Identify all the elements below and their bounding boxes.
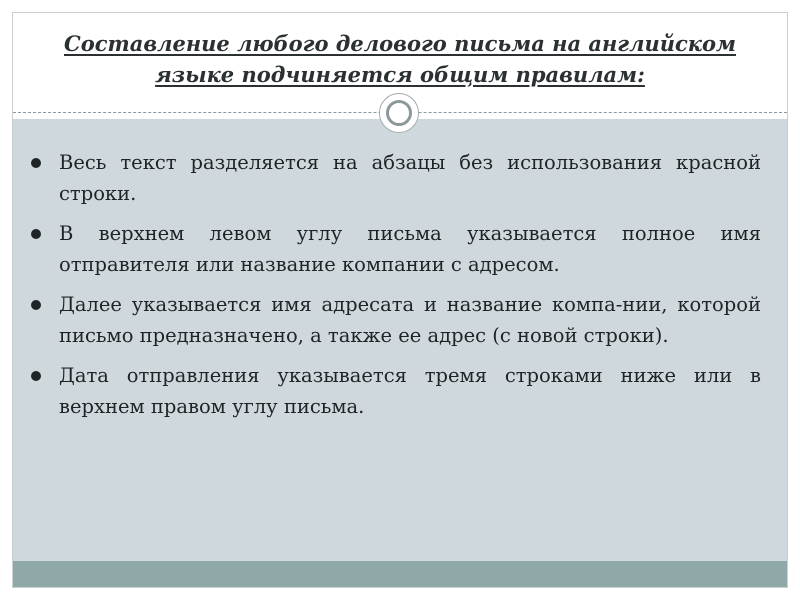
bullet-dot-icon [31,229,41,239]
circle-ornament-icon [379,93,419,133]
bullet-dot-icon [31,300,41,310]
bullet-text: Далее указывается имя адресата и название компа-нии, которой письмо предназначено, а также ее адрес (с новой строки). [59,293,761,347]
bullet-item [31,147,761,209]
bullet-dot-icon [31,371,41,381]
bullet-dot-icon [31,158,41,168]
bullet-item [31,289,761,351]
bullet-text: Дата отправления указывается тремя строками ниже или в верхнем правом углу письма. [59,364,761,418]
slide-title: Составление любого делового письма на английском языке подчиняется общим правилам: [64,31,736,87]
bullet-text: Весь текст разделяется на абзацы без использования красной строки. [59,151,761,205]
slide [12,12,788,588]
circle-ornament-inner [386,100,412,126]
footer-band [13,561,787,587]
bullet-text: В верхнем левом углу письма указывается полное имя отправителя или название компании с адресом. [59,222,761,276]
bullet-item [31,360,761,422]
bullet-item [31,218,761,280]
content-area [13,119,787,561]
bullet-list [31,147,761,431]
